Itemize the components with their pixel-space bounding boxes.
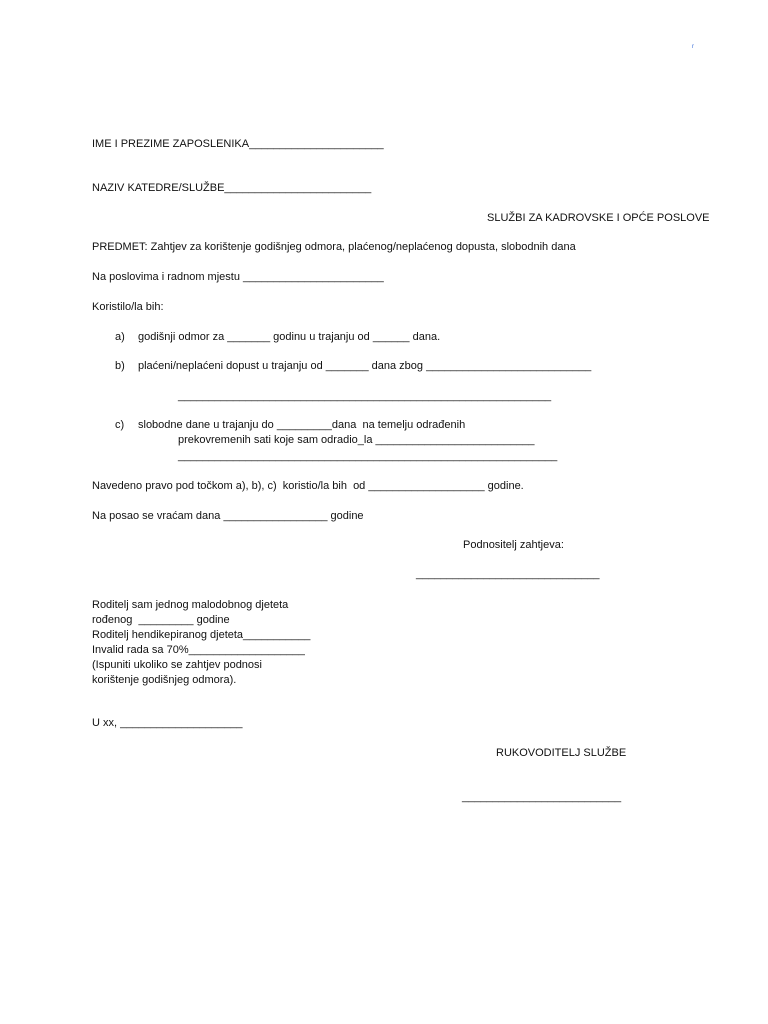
- parent-line-5: (Ispuniti ukoliko se zahtjev podnosi: [92, 659, 262, 671]
- parent-line-3[interactable]: Roditelj hendikepiranog djeteta___________: [92, 629, 311, 641]
- item-b-continuation-line[interactable]: _____________________________________________________________: [178, 390, 552, 402]
- item-b-leave[interactable]: plaćeni/neplaćeni dopust u trajanju od _______ dana zbog ___________________________: [138, 360, 592, 372]
- item-c-free-days[interactable]: slobodne dane u trajanju do _________dana na temelju odrađenih: [138, 419, 466, 431]
- item-a-annual-leave[interactable]: godišnji odmor za _______ godinu u trajanju od ______ dana.: [138, 331, 441, 343]
- applicant-label: Podnositelj zahtjeva:: [463, 539, 564, 551]
- head-signature-line[interactable]: __________________________: [462, 791, 622, 803]
- parent-line-6: korištenje godišnjeg odmora).: [92, 674, 237, 686]
- position-field[interactable]: Na poslovima i radnom mjestu _______________________: [92, 271, 384, 283]
- head-of-service-label: RUKOVODITELJ SLUŽBE: [496, 747, 627, 759]
- parent-line-4[interactable]: Invalid rada sa 70%___________________: [92, 644, 305, 656]
- applicant-signature-line[interactable]: ______________________________: [416, 568, 600, 580]
- item-c-marker: c): [115, 419, 125, 431]
- recipient-heading: SLUŽBI ZA KADROVSKE I OPĆE POSLOVE: [487, 212, 710, 224]
- item-b-marker: b): [115, 360, 125, 372]
- corner-mark: r: [692, 44, 694, 50]
- employee-name-field[interactable]: IME I PREZIME ZAPOSLENIKA______________________: [92, 138, 384, 150]
- place-date-line[interactable]: U xx, ____________________: [92, 717, 243, 729]
- item-c-overtime-line[interactable]: prekovremenih sati koje sam odradio_la __________________________: [178, 434, 535, 446]
- item-c-continuation-line[interactable]: ______________________________________________________________: [178, 450, 558, 462]
- department-field[interactable]: NAZIV KATEDRE/SLUŽBE________________________: [92, 182, 372, 194]
- item-a-marker: a): [115, 331, 125, 343]
- subject-line: PREDMET: Zahtjev za korištenje godišnjeg odmora, plaćenog/neplaćenog dopusta, slobodnih dana: [92, 241, 576, 253]
- intro-text: Koristilo/la bih:: [92, 301, 164, 313]
- used-from-line[interactable]: Navedeno pravo pod točkom a), b), c) koristio/la bih od ___________________ godine.: [92, 480, 524, 492]
- parent-line-2[interactable]: rođenog _________ godine: [92, 614, 230, 626]
- parent-line-1: Roditelj sam jednog malodobnog djeteta: [92, 599, 289, 611]
- return-date-line[interactable]: Na posao se vraćam dana _________________ godine: [92, 510, 364, 522]
